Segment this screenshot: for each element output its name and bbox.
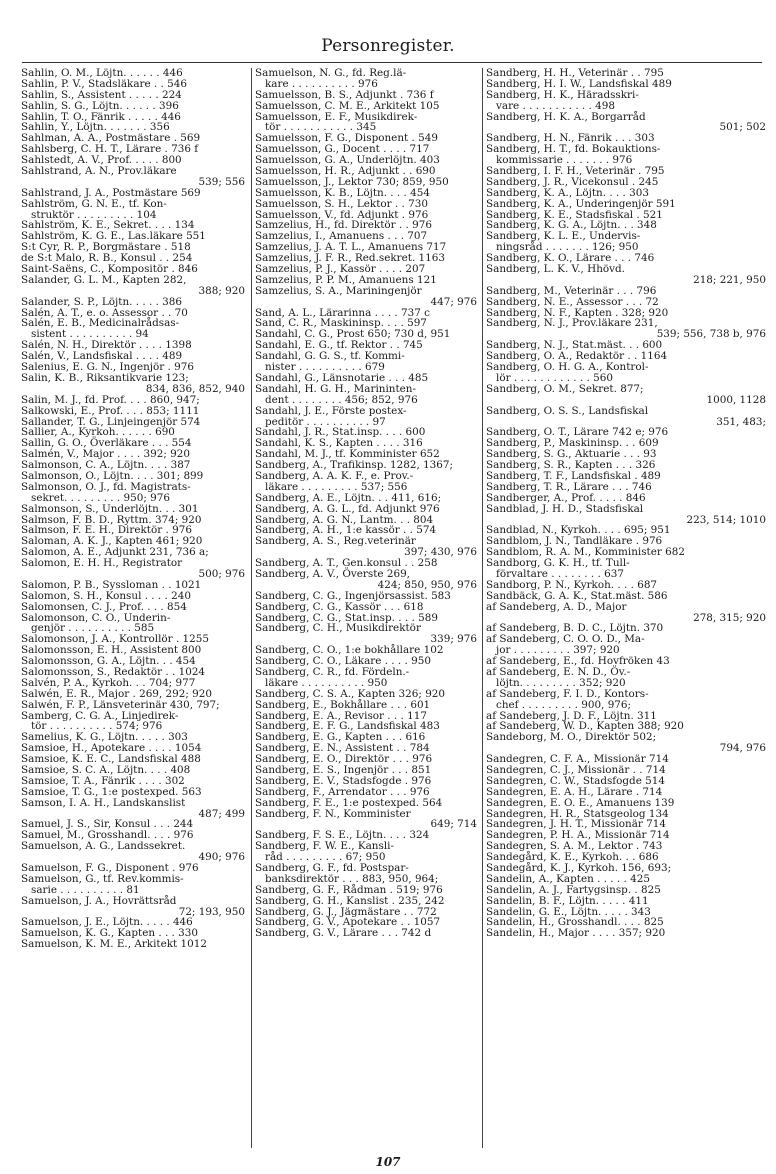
register-entry: peditör . . . . . . . . . . 97	[265, 415, 386, 428]
register-entry: Sandahl, M. J., tf. Komminister 652	[255, 448, 440, 461]
register-entry: Sahlström, K. G. E., Las.läkare 551	[21, 230, 206, 243]
register-entry: Sandahl, J. E., Förste postex-	[255, 404, 407, 417]
register-entry: Sahlin, P. V., Stadsläkare . . 546	[21, 77, 187, 90]
register-entry: sekret. . . . . . . . . 950; 976	[31, 491, 170, 504]
register-entry: Samsioe, K. E. C., Landsfiskal 488	[21, 753, 201, 766]
register-entry: Sandberg, E., Bokhållare . . . 601	[255, 698, 431, 711]
page-title: Personregister.	[321, 36, 455, 56]
register-entry: Sand, C. R., Maskininsp. . . . 597	[255, 317, 427, 330]
register-entry: nister . . . . . . . . . . 679	[265, 361, 385, 374]
register-entry: Samzelius, S. A., Mariningenjör	[255, 284, 422, 297]
register-entry: Salomonson, C. O., Underin-	[21, 611, 171, 624]
register-entry: Sahlin, S. G., Löjtn. . . . . . 396	[21, 99, 179, 112]
register-entry: Sandberg, C. O., Läkare . . . . 950	[255, 655, 431, 668]
register-entry: Sandberg, F. W. E., Kansli-	[255, 840, 394, 853]
register-entry: 447; 976	[430, 295, 477, 308]
column-divider	[251, 68, 252, 1148]
register-entry: Samelius, K. G., Löjtn. . . . . 303	[21, 731, 188, 744]
register-entry: förvaltare . . . . . . . . 637	[496, 567, 624, 580]
register-entry: 794, 976	[719, 742, 766, 755]
register-entry: jor . . . . . . . . . 397; 920	[496, 644, 620, 657]
register-entry: Sandberg, C. G., Ingenjörsassist. 583	[255, 589, 451, 602]
register-entry: Sandahl, J. R., Stat.insp. . . . 600	[255, 426, 426, 439]
register-entry: Sandelin, A. J., Fartygsinsp. . 825	[486, 883, 661, 896]
register-entry: Sandberg, C. G., Stat.insp. . . . 589	[255, 611, 438, 624]
register-entry: Samuelson, J. A., Hovrättsråd	[21, 894, 177, 907]
register-entry: af Sandeberg, J. D. F., Löjtn. 311	[486, 709, 657, 722]
register-entry: Sandberg, P., Maskininsp. . . 609	[486, 437, 659, 450]
register-entry: Sandberg, G. J., Jägmästare . . 772	[255, 905, 437, 918]
register-entry: Sandberg, G. V., Apotekare . . 1057	[255, 916, 441, 929]
register-entry: Sandberg, I. F. H., Veterinär . 795	[486, 165, 665, 178]
register-entry: Sandberg, O. S. S., Landsfiskal	[486, 404, 649, 417]
register-entry: Salomon, P. B., Syssloman . . 1021	[21, 578, 202, 591]
register-entry: af Sandeberg, W. D., Kapten 388; 920	[486, 720, 684, 733]
register-entry: Sahlstrand, J. A., Postmästare 569	[21, 186, 201, 199]
register-entry: chef . . . . . . . . . 900, 976;	[496, 698, 632, 711]
register-entry: Sandegren, S. A. M., Lektor . 743	[486, 840, 663, 853]
register-entry: Sandberg, N. F., Kapten . 328; 920	[486, 306, 669, 319]
register-entry: Sandberg, H. N., Fänrik . . . 303	[486, 132, 655, 145]
register-entry: Sandberg, K. L. E., Undervis-	[486, 230, 641, 243]
register-entry: Samuelson, A. G., Landssekret.	[21, 840, 186, 853]
register-entry: Samuelsson, V., fd. Adjunkt . 976	[255, 208, 429, 221]
register-entry: Sandberg, C. H., Musikdirektör	[255, 622, 421, 635]
register-entry: Sahlman, A. A., Postmästare . 569	[21, 132, 201, 145]
register-entry: af Sandeberg, E., fd. Hovfröken 43	[486, 655, 670, 668]
register-entry: Sandborg, G. K. H., tf. Tull-	[486, 557, 630, 570]
register-entry: Samuelsson, C. M. E., Arkitekt 105	[255, 99, 440, 112]
register-entry: Salmson, F. B. D., Ryttm. 374; 920	[21, 513, 202, 526]
register-entry: S:t Cyr, R. P., Borgmästare . 518	[21, 241, 191, 254]
register-entry: kommissarie . . . . . . . 976	[496, 154, 633, 167]
register-entry: Saloman, A. K. J., Kapten 461; 920	[21, 535, 203, 548]
register-entry: Sandegren, C. F. A., Missionär 714	[486, 753, 669, 766]
register-entry: Sandberg, H. K. A., Borgarråd	[486, 110, 646, 123]
register-entry: Salén, A. T., e. o. Assessor . . 70	[21, 306, 188, 319]
register-entry: Saint-Saëns, C., Kompositör . 846	[21, 263, 198, 276]
register-entry: Sahlström, G. N. E., tf. Kon-	[21, 197, 167, 210]
register-entry: tör . . . . . . . . . . 574; 976	[31, 720, 163, 733]
register-entry: dent . . . . . . . . 456; 852, 976	[265, 393, 418, 406]
register-entry: Sallin, G. O., Överläkare . . . 554	[21, 437, 192, 450]
register-entry: Sandberg, A. S., Reg.veterinär	[255, 535, 416, 548]
register-entry: råd . . . . . . . . . 67; 950	[265, 851, 386, 864]
register-entry: Sandberg, A., Trafikinsp. 1282, 1367;	[255, 459, 454, 472]
register-entry: Sahlsberg, C. H. T., Lärare . 736 f	[21, 143, 199, 156]
register-entry: läkare . . . . . . . . . 537; 556	[265, 480, 408, 493]
register-entry: Sandberg, J. R., Vicekonsul . 245	[486, 175, 659, 188]
register-entry: Sandberg, N. J., Prov.läkare 231,	[486, 317, 658, 330]
register-entry: Sandberg, E. A., Revisor . . . 117	[255, 709, 427, 722]
register-entry: Salomonsen, C. J., Prof. . . . 854	[21, 600, 187, 613]
register-entry: de S:t Malo, R. B., Konsul . . 254	[21, 252, 193, 265]
register-entry: Sallier, A., Kyrkoh. . . . . . 690	[21, 426, 175, 439]
register-entry: Sandberg, S. R., Kapten . . . 326	[486, 459, 656, 472]
register-entry: Sandberg, A. T., Gen.konsul . . 258	[255, 557, 438, 570]
register-entry: Salwén, E. R., Major . 269, 292; 920	[21, 687, 212, 700]
register-entry: Sandegren, J. H. T., Missionär 714	[486, 818, 667, 831]
register-entry: Sandahl, H. G. H., Marininten-	[255, 382, 417, 395]
register-entry: Salomonsson, S., Redaktör . . 1024	[21, 665, 206, 678]
register-entry: Sandegren, H. R., Statsgeolog 134	[486, 807, 669, 820]
register-entry: 278, 315; 920	[693, 611, 766, 624]
register-entry: Sandberg, H. K., Häradsskri-	[486, 88, 639, 101]
register-entry: Sandberg, G. H., Kanslist . 235, 242	[255, 894, 445, 907]
register-entry: Samuel, J. S., Sir, Konsul . . . 244	[21, 818, 194, 831]
register-entry: Sahlin, O. M., Löjtn. . . . . . 446	[21, 68, 183, 79]
register-entry: 649; 714	[430, 818, 477, 831]
register-entry: Salin, K. B., Riksantikvarie 123;	[21, 371, 189, 384]
register-entry: Sandahl, G., Länsnotarie . . . 485	[255, 371, 429, 384]
register-entry: Sandberg, K. E., Stadsfiskal . 521	[486, 208, 663, 221]
register-column-2	[255, 68, 479, 939]
register-entry: Salén, N. H., Direktör . . . . 1398	[21, 339, 192, 352]
register-entry: Sandberg, K. G. A., Löjtn. . . 348	[486, 219, 657, 232]
register-entry: 339; 976	[430, 633, 477, 646]
register-entry: Sandberg, K. O., Lärare . . . 746	[486, 252, 655, 265]
register-entry: Sandblom, R. A. M., Komminister 682	[486, 546, 685, 559]
register-entry: Samzelius, J. F. R., Red.sekret. 1163	[255, 252, 446, 265]
register-entry: Sandberg, T. F., Landsfiskal . 489	[486, 469, 661, 482]
register-entry: Sandberg, E. V., Stadsfogde . 976	[255, 774, 432, 787]
register-entry: Sandberg, F. N., Komminister	[255, 807, 411, 820]
register-entry: Sandberger, A., Prof. . . . . 846	[486, 491, 646, 504]
register-entry: Sandberg, E. G., Kapten . . . 616	[255, 731, 426, 744]
register-entry: Sandegren, E. A. H., Lärare . 714	[486, 785, 663, 798]
register-entry: Sandberg, E. F. G., Landsfiskal 483	[255, 720, 440, 733]
register-entry: löjtn. . . . . . . . . 352; 920	[496, 676, 626, 689]
register-entry: Sandblad, J. H. D., Stadsfiskal	[486, 502, 644, 515]
register-entry: Sandblom, J. N., Tandläkare . 976	[486, 535, 663, 548]
register-entry: Samuelsson, K. B., Löjtn. . . . 454	[255, 186, 430, 199]
register-entry: Sandelin, G. E., Löjtn. . . . . 343	[486, 905, 651, 918]
register-entry: Sandberg, N. E., Assessor . . . 72	[486, 295, 659, 308]
register-entry: Sahlin, T. O., Fänrik . . . . . 446	[21, 110, 181, 123]
register-entry: tör . . . . . . . . . . . 345	[265, 121, 377, 134]
register-entry: struktör . . . . . . . . . 104	[31, 208, 157, 221]
register-entry: 218; 221, 950	[693, 273, 766, 286]
register-entry: 424; 850, 950, 976	[377, 578, 477, 591]
register-entry: Sandberg, C. G., Kassör . . . 618	[255, 600, 424, 613]
register-entry: Sandberg, H. T., fd. Bokauktions-	[486, 143, 661, 156]
register-entry: Sandeborg, M. O., Direktör 502;	[486, 731, 657, 744]
register-entry: Samuelsson, J., Lektor 730; 859, 950	[255, 175, 449, 188]
register-entry: Salomon, A. E., Adjunkt 231, 736 a;	[21, 546, 209, 559]
register-entry: Salomon, S. H., Konsul . . . . 240	[21, 589, 191, 602]
register-entry: Samuelsson, E. F., Musikdirek-	[255, 110, 418, 123]
register-entry: Sandegren, P. H. A., Missionär 714	[486, 829, 670, 842]
register-entry: 351, 483;	[716, 415, 766, 428]
register-entry: Salmonson, O., Löjtn. . . . 301; 899	[21, 469, 204, 482]
register-entry: Samuelsson, G. A., Underlöjtn. 403	[255, 154, 440, 167]
register-entry: Samuelson, J. E., Löjtn. . . . . 446	[21, 916, 193, 929]
register-entry: Sandberg, M., Veterinär . . . 796	[486, 284, 657, 297]
register-entry: Samuelsson, F. G., Disponent . 549	[255, 132, 438, 145]
register-entry: Sandberg, F. S. E., Löjtn. . . . 324	[255, 829, 430, 842]
register-entry: Sandberg, G. F., fd. Postspar-	[255, 862, 409, 875]
register-entry: Samuelson, K. M. E., Arkitekt 1012	[21, 938, 207, 951]
register-entry: Salén, E. B., Medicinalrådsas-	[21, 317, 180, 330]
register-entry: Sandberg, E. N., Assistent . . 784	[255, 742, 430, 755]
register-entry: Sahlstedt, A. V., Prof. . . . . 800	[21, 154, 182, 167]
register-entry: Samuelson, K. G., Kapten . . . 330	[21, 927, 199, 940]
register-entry: Sandberg, O. A., Redaktör . . 1164	[486, 350, 668, 363]
register-entry: af Sandeberg, C. O. O. D., Ma-	[486, 633, 645, 646]
register-entry: Sandberg, A. G. N., Lantm. . . 804	[255, 513, 434, 526]
register-entry: af Sandeberg, A. D., Major	[486, 600, 627, 613]
register-entry: Salmson, F. E. H., Direktör . 976	[21, 524, 192, 537]
register-entry: 490; 976	[198, 851, 245, 864]
title-divider	[22, 62, 762, 63]
register-entry: Sandegren, C. J., Missionär . . 714	[486, 764, 666, 776]
register-entry: Salenius, E. G. N., Ingenjör . 976	[21, 361, 194, 374]
register-entry: Sandberg, S. G., Aktuarie . . . 93	[486, 448, 657, 461]
register-entry: af Sandeberg, E. N. D., Öv.-	[486, 665, 631, 678]
register-entry: Salomonsson, E. H., Assistent 800	[21, 644, 202, 657]
register-entry: Sandberg, A. A. K. F., e. Prov.-	[255, 469, 414, 482]
register-entry: Sandberg, N. J., Stat.mäst. . . 600	[486, 339, 663, 352]
register-entry: kare . . . . . . . . . . 976	[265, 77, 378, 90]
register-entry: vare . . . . . . . . . . . 498	[496, 99, 615, 112]
register-entry: Sandberg, A. E., Löjtn. . . 411, 616;	[255, 491, 442, 504]
register-entry: lör . . . . . . . . . . . . 560	[496, 371, 613, 384]
register-entry: Sandberg, E. S., Ingenjör . . . 851	[255, 764, 432, 776]
register-entry: Samuelson, G., tf. Rev.kommis-	[21, 872, 184, 885]
register-entry: 397; 430, 976	[404, 546, 477, 559]
register-entry: Sandberg, G. F., Rådman . 519; 976	[255, 883, 443, 896]
register-entry: Salkowski, E., Prof. . . . 853; 1111	[21, 404, 200, 417]
register-entry: Samsioe, T. A., Fänrik . . . . 302	[21, 774, 185, 787]
register-entry: Samsioe, S. C. A., Löjtn. . . . 408	[21, 764, 191, 776]
register-entry: Sahlin, Y., Löjtn. . . . . . . 356	[21, 121, 170, 134]
register-entry: sarie . . . . . . . . . . 81	[31, 883, 140, 896]
register-entry: Sandbäck, G. A. K., Stat.mäst. 586	[486, 589, 668, 602]
register-entry: Sandelin, H., Grosshandl. . . . 825	[486, 916, 664, 929]
register-entry: Sandegård, K. E., Kyrkoh. . . 686	[486, 851, 659, 864]
register-entry: Samuelson, F. G., Disponent . 976	[21, 862, 199, 875]
register-entry: Salin, M. J., fd. Prof. . . . 860, 947;	[21, 393, 200, 406]
register-entry: Sandberg, C. O., 1:e bokhållare 102	[255, 644, 444, 657]
register-entry: Salmonson, C. A., Löjtn. . . . 387	[21, 459, 191, 472]
register-entry: 834, 836, 852, 940	[145, 382, 245, 395]
register-entry: Samzelius, P. P. M., Amanuens 121	[255, 273, 437, 286]
register-entry: Sandberg, E. O., Direktör . . . 976	[255, 753, 433, 766]
register-entry: Samberg, C. G. A., Linjedirek-	[21, 709, 179, 722]
register-entry: Salomonson, J. A., Kontrollör . 1255	[21, 633, 210, 646]
register-entry: Sahlin, S., Assistent . . . . . 224	[21, 88, 182, 101]
register-entry: Salmonson, O. J., fd. Magistrats-	[21, 480, 191, 493]
register-entry: Samuelsson, H. R., Adjunkt . . 690	[255, 165, 436, 178]
register-column-1	[21, 68, 247, 950]
register-entry: banksdirektör . . . 883, 950, 964;	[265, 872, 439, 885]
register-entry: Sandahl, C. G., Prost 650; 730 d, 951	[255, 328, 451, 341]
register-entry: Sandberg, K. A., Underingenjör 591	[486, 197, 676, 210]
register-entry: Sallander, T. G., Linjeingenjör 574	[21, 415, 201, 428]
register-entry: läkare . . . . . . . . . . 950	[265, 676, 388, 689]
register-entry: Sandahl, G. G. S., tf. Kommi-	[255, 350, 405, 363]
page-number: 107	[375, 1155, 401, 1169]
register-entry: Samuelsson, G., Docent . . . . 717	[255, 143, 430, 156]
register-entry: Salomonsson, G. A., Löjtn. . . 454	[21, 655, 196, 668]
register-entry: Sandelin, B. F., Löjtn. . . . . 411	[486, 894, 649, 907]
register-entry: Samson, I. A. H., Landskanslist	[21, 796, 186, 809]
column-divider	[482, 68, 483, 1148]
register-entry: Sandberg, O. T., Lärare 742 e; 976	[486, 426, 669, 439]
register-entry: Sandberg, O. H. G. A., Kontrol-	[486, 361, 649, 374]
register-entry: Sandblad, N., Kyrkoh. . . . 695; 951	[486, 524, 671, 537]
register-entry: Salwén, F. P., Länsveterinär 430, 797;	[21, 698, 220, 711]
register-entry: Sandahl, K. S., Kapten . . . . 316	[255, 437, 423, 450]
register-entry: Salander, G. L. M., Kapten 282,	[21, 273, 187, 286]
register-entry: 388; 920	[198, 284, 245, 297]
register-entry: 223, 514; 1010	[686, 513, 766, 526]
register-entry: Sandberg, G. V., Lärare . . . 742 d	[255, 927, 432, 940]
register-entry: af Sandeberg, F. I. D., Kontors-	[486, 687, 649, 700]
register-entry: Sandberg, F. E., 1:e postexped. 564	[255, 796, 443, 809]
register-entry: 500; 976	[198, 567, 245, 580]
register-entry: Sandberg, A. H., 1:e kassör . . 574	[255, 524, 437, 537]
register-entry: Sandahl, E. G., tf. Rektor . . 745	[255, 339, 423, 352]
register-entry: 539; 556, 738 b, 976	[656, 328, 766, 341]
register-entry: Samuel, M., Grosshandl. . . . 976	[21, 829, 194, 842]
register-entry: sistent . . . . . . . . . . 94	[31, 328, 149, 341]
register-entry: Sandberg, C. S. A., Kapten 326; 920	[255, 687, 446, 700]
register-entry: Sahlström, K. E., Sekret. . . . 134	[21, 219, 195, 232]
register-entry: 539; 556	[198, 175, 245, 188]
register-entry: Sandelin, A., Kapten . . . . . 425	[486, 872, 650, 885]
register-entry: Sandegård, K. J., Kyrkoh. 156, 693;	[486, 862, 672, 875]
register-entry: Sandberg, F., Arrendator . . . 976	[255, 785, 430, 798]
register-entry: Samuelsson, S. H., Lektor . . 730	[255, 197, 428, 210]
register-entry: Sandberg, C. R., fd. Fördeln.-	[255, 665, 410, 678]
register-entry: Samsioe, H., Apotekare . . . . 1054	[21, 742, 202, 755]
register-entry: Samzelius, P. J., Kassör . . . . 207	[255, 263, 426, 276]
register-entry: Salomon, E. H. H., Registrator	[21, 557, 183, 570]
register-column-3	[486, 68, 768, 939]
register-entry: Sandelin, H., Major . . . . 357; 920	[486, 927, 666, 940]
register-entry: genjör . . . . . . . . . . 585	[31, 622, 155, 635]
register-entry: Sandberg, A. V., Överste 269,	[255, 567, 410, 580]
register-entry: Salmonson, S., Underlöjtn. . . 301	[21, 502, 199, 515]
register-entry: Sandberg, H. I. W., Landsfiskal 489	[486, 77, 672, 90]
register-entry: ningsråd . . . . . . . 126; 950	[496, 241, 639, 254]
register-entry: Samzelius, H., fd. Direktör . . 976	[255, 219, 432, 232]
register-entry: Samzelius, I., Amanuens . . . 707	[255, 230, 428, 243]
register-entry: 501; 502	[719, 121, 766, 134]
register-entry: Samuelsson, B. S., Adjunkt . 736 f	[255, 88, 434, 101]
register-entry: Sandberg, O. M., Sekret. 877;	[486, 382, 644, 395]
register-entry: Sandegren, C. W., Stadsfogde 514	[486, 774, 665, 787]
register-entry: Samzelius, J. A. T. L., Amanuens 717	[255, 241, 447, 254]
register-entry: Samsioe, T. G., 1:e postexped. 563	[21, 785, 202, 798]
register-entry: Sandborg, P. N., Kyrkoh. . . . 687	[486, 578, 658, 591]
register-entry: Samuelson, N. G., fd. Reg.lä-	[255, 68, 407, 79]
register-entry: Salén, V., Landsfiskal . . . . 489	[21, 350, 183, 363]
register-entry: Salander, S. P., Löjtn. . . . . 386	[21, 295, 183, 308]
register-entry: Sandberg, L. K. V., Hhövd.	[486, 263, 625, 276]
register-entry: Sandberg, K. A., Löjtn. . . . 303	[486, 186, 649, 199]
register-entry: Sandberg, A. G. L., fd. Adjunkt 976	[255, 502, 440, 515]
register-entry: 1000, 1128	[706, 393, 766, 406]
register-entry: Salmén, V., Major . . . . 392; 920	[21, 448, 191, 461]
register-entry: Sandberg, H. H., Veterinär . . 795	[486, 68, 664, 79]
register-entry: 487; 499	[198, 807, 245, 820]
register-entry: Sahlstrand, A. N., Prov.läkare	[21, 165, 177, 178]
register-entry: Sandegren, E. O. E., Amanuens 139	[486, 796, 675, 809]
register-entry: Salvén, P. A., Kyrkoh. . . 704; 977	[21, 676, 196, 689]
register-entry: Sandberg, T. R., Lärare . . . 746	[486, 480, 652, 493]
register-entry: Sand, A. L., Lärarinna . . . . 737 c	[255, 306, 430, 319]
register-entry: af Sandeberg, B. D. C., Löjtn. 370	[486, 622, 664, 635]
register-entry: 72; 193, 950	[178, 905, 245, 918]
